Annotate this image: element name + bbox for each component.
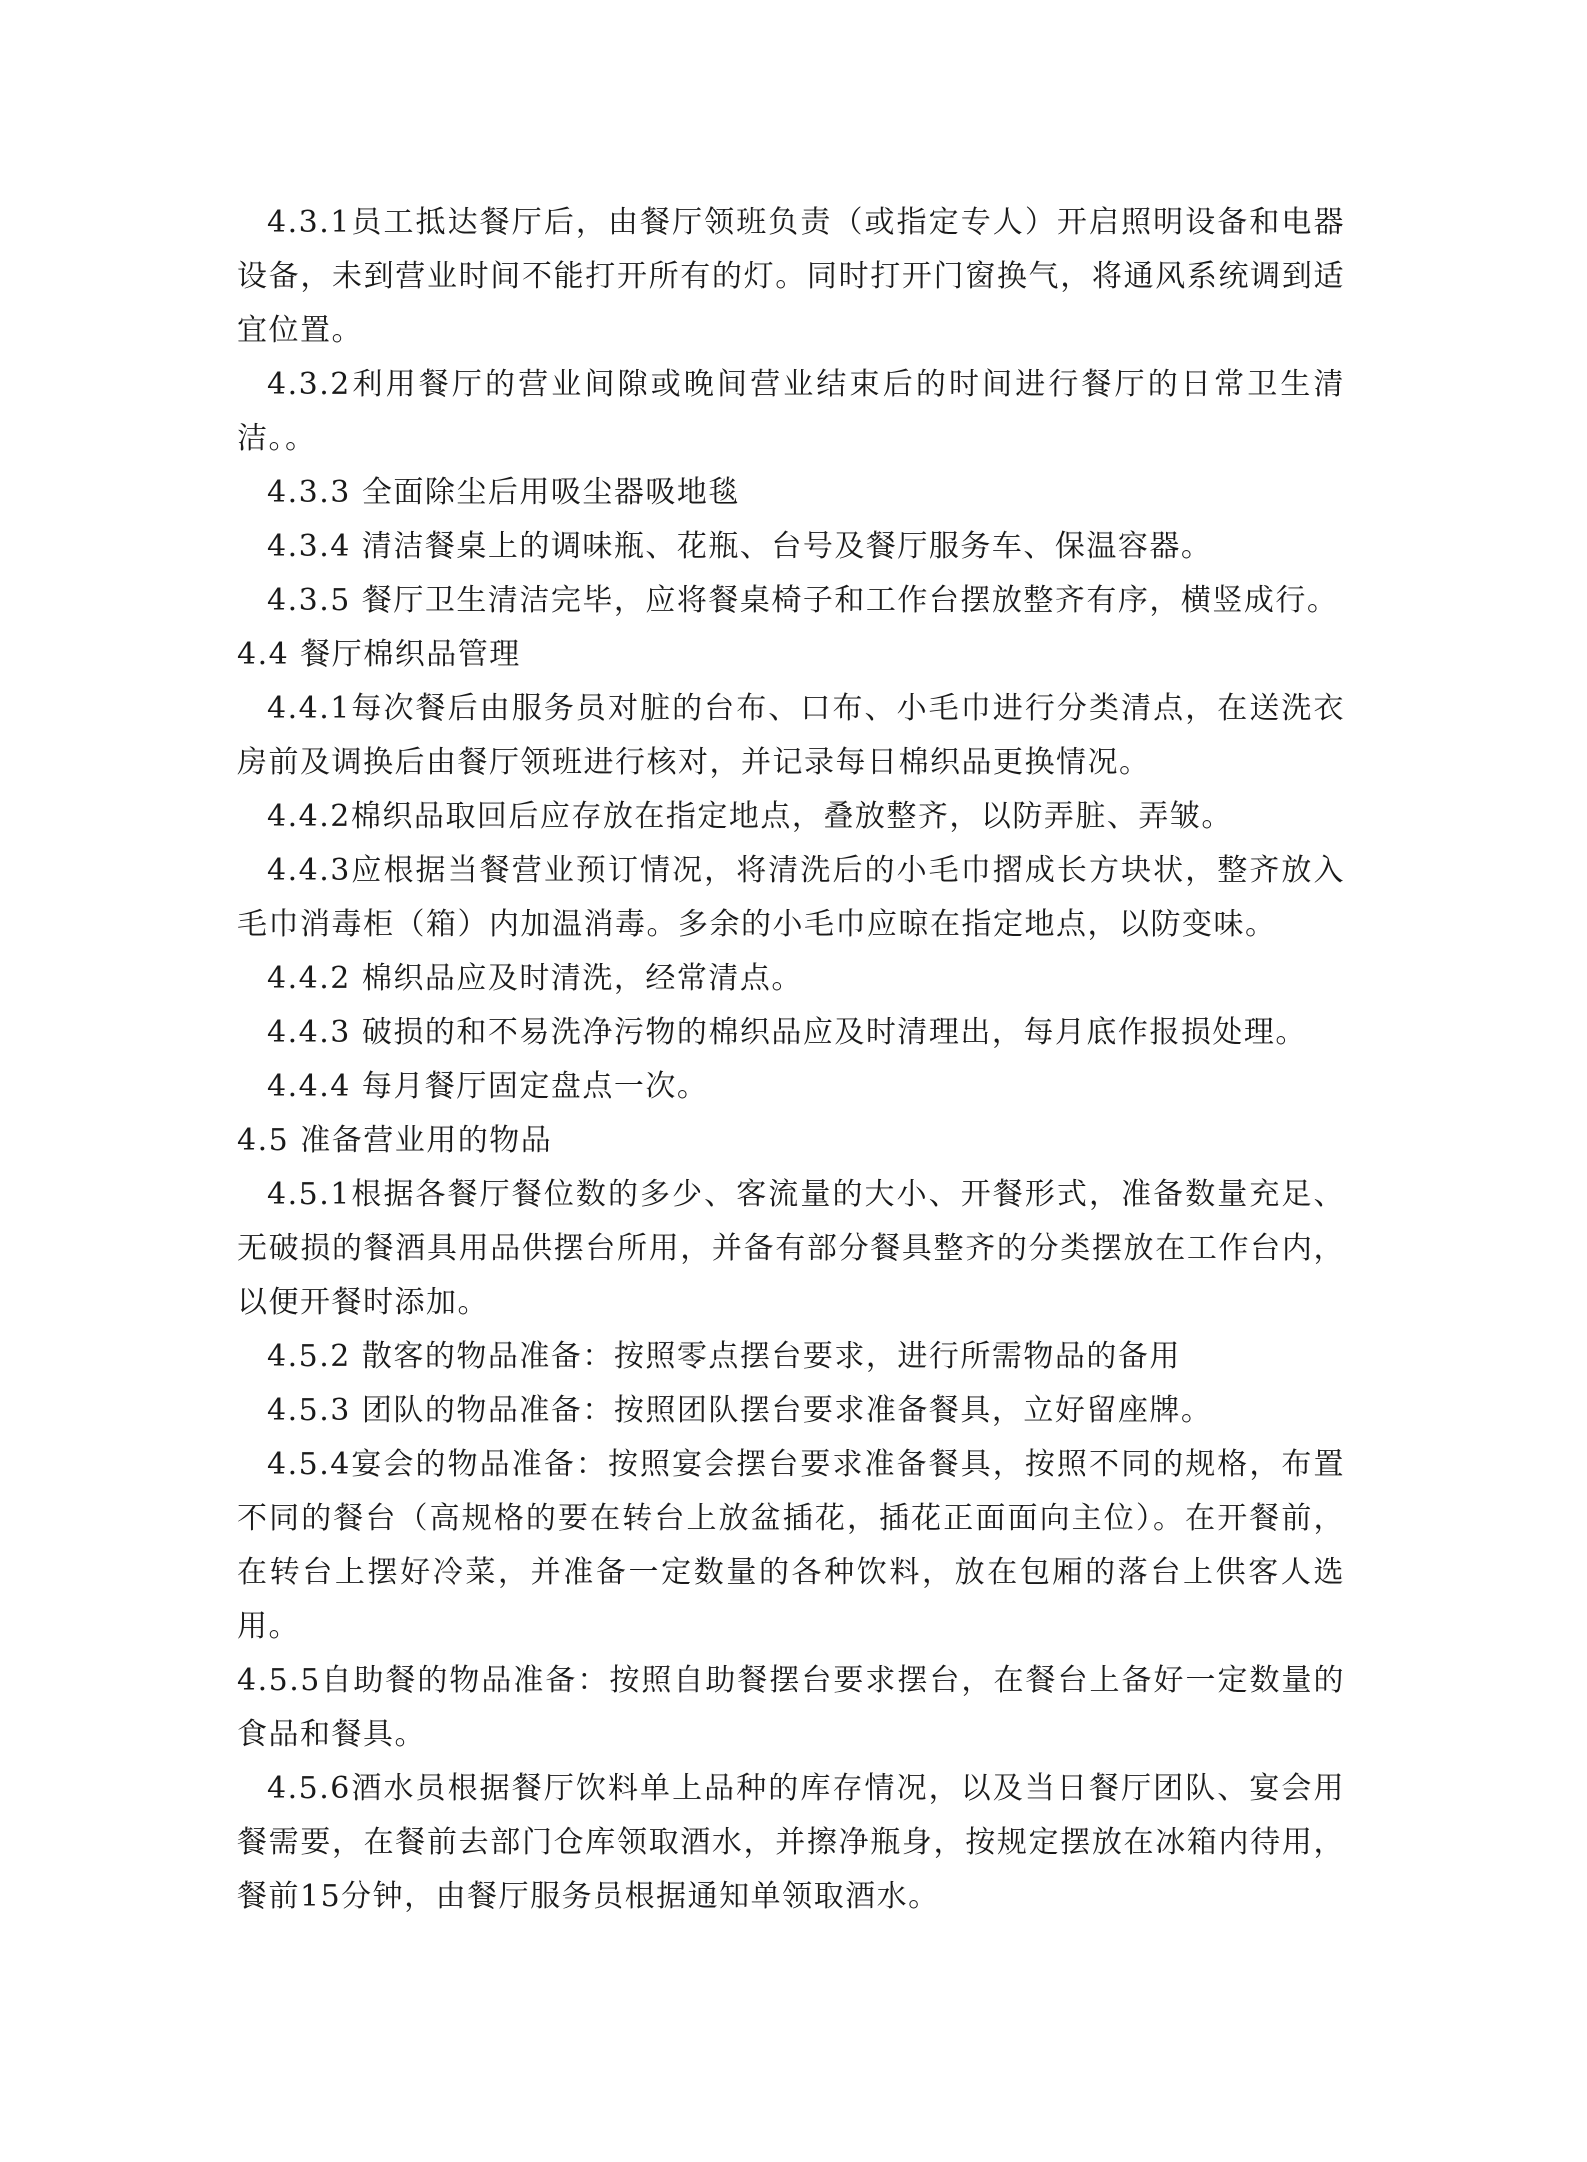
paragraph-4-5-3: 4.5.3 团队的物品准备：按照团队摆台要求准备餐具，立好留座牌。 [267,1393,1213,1428]
paragraph-4-5-6: 4.5.6酒水员根据餐厅饮料单上品种的库存情况，以及当日餐厅团队、宴会用餐需要，在餐前去部门仓库领取酒水，并擦净瓶身，按规定摆放在冰箱内待用，餐前15分钟，由餐厅服务员根据通知单领取酒水。 [237,1771,1345,1914]
paragraph-4-5-1: 4.5.1根据各餐厅餐位数的多少、客流量的大小、开餐形式，准备数量充足、无破损的餐酒具用品供摆台所用，并备有部分餐具整齐的分类摆放在工作台内，以便开餐时添加。 [237,1177,1345,1320]
paragraph-4-4-2-b: 4.4.2 棉织品应及时清洗，经常清点。 [267,961,803,996]
paragraph-4-4-2: 4.4.2棉织品取回后应存放在指定地点，叠放整齐，以防弄脏、弄皱。 [267,799,1233,834]
paragraph-4-4-3-b: 4.4.3 破损的和不易洗净污物的棉织品应及时清理出，每月底作报损处理。 [267,1015,1307,1050]
paragraph-4-3-1: 4.3.1员工抵达餐厅后，由餐厅领班负责（或指定专人）开启照明设备和电器设备，未到营业时间不能打开所有的灯。同时打开门窗换气，将通风系统调到适宜位置。 [237,205,1345,348]
paragraph-4-4-4: 4.4.4 每月餐厅固定盘点一次。 [267,1069,709,1104]
paragraph-4-5-5: 4.5.5自助餐的物品准备：按照自助餐摆台要求摆台，在餐台上备好一定数量的食品和餐具。 [237,1663,1345,1752]
paragraph-4-3-4: 4.3.4 清洁餐桌上的调味瓶、花瓶、台号及餐厅服务车、保温容器。 [267,529,1213,564]
paragraph-4-4-1: 4.4.1每次餐后由服务员对脏的台布、口布、小毛巾进行分类清点，在送洗衣房前及调换后由餐厅领班进行核对，并记录每日棉织品更换情况。 [237,691,1345,780]
document-page [237,196,1345,1924]
paragraph-4-3-2: 4.3.2利用餐厅的营业间隙或晚间营业结束后的时间进行餐厅的日常卫生清洁。。 [237,367,1345,456]
section-heading-4-5: 4.5 准备营业用的物品 [237,1123,553,1158]
paragraph-4-3-3: 4.3.3 全面除尘后用吸尘器吸地毯 [267,475,740,510]
section-heading-4-4: 4.4 餐厅棉织品管理 [237,637,521,672]
paragraph-4-4-3: 4.4.3应根据当餐营业预订情况，将清洗后的小毛巾摺成长方块状，整齐放入毛巾消毒柜（箱）内加温消毒。多余的小毛巾应晾在指定地点，以防变味。 [237,853,1345,942]
paragraph-4-3-5: 4.3.5 餐厅卫生清洁完毕，应将餐桌椅子和工作台摆放整齐有序，横竖成行。 [267,583,1339,618]
paragraph-4-5-4: 4.5.4宴会的物品准备：按照宴会摆台要求准备餐具，按照不同的规格，布置不同的餐台（高规格的要在转台上放盆插花，插花正面面向主位）。在开餐前，在转台上摆好冷菜，并准备一定数量的各种饮料，放在包厢的落台上供客人选用。 [237,1447,1345,1644]
paragraph-4-5-2: 4.5.2 散客的物品准备：按照零点摆台要求，进行所需物品的备用 [267,1339,1181,1374]
